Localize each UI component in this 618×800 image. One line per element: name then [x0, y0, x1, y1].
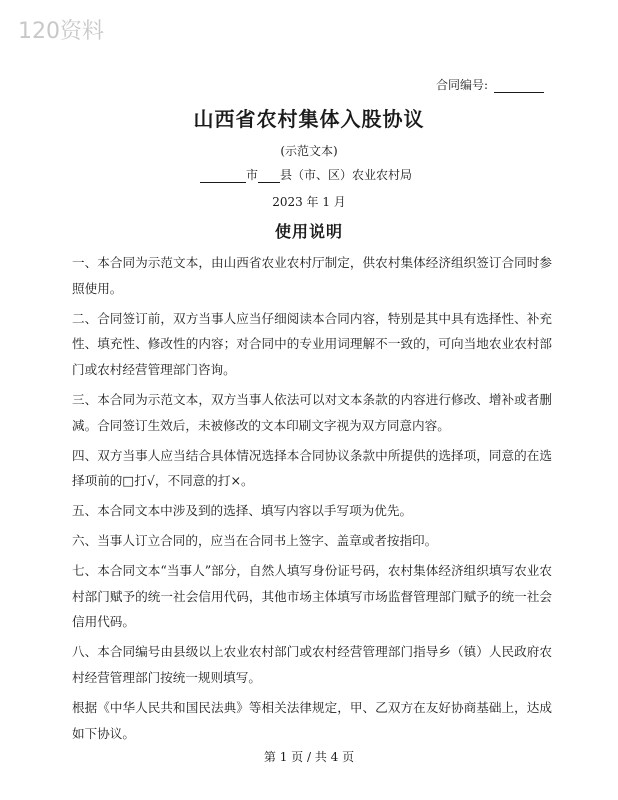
- document-title: 山西省农村集体入股协议: [193, 107, 425, 131]
- paragraph: 一、本合同为示范文本，由山西省农业农村厅制定，供农村集体经济组织签订合同时参照使用。: [72, 255, 552, 296]
- page-footer: 第 1 页 / 共 4 页: [263, 750, 355, 764]
- county-blank: [258, 170, 280, 183]
- paragraph: 八、本合同编号由县级以上农业农村部门或农村经营管理部门指导乡（镇）人民政府农村经营管理部门按统一规则填写。: [72, 644, 552, 685]
- contract-number: [436, 76, 544, 93]
- document-subtitle: (示范文本): [280, 144, 338, 158]
- paragraph: 四、双方当事人应当结合具体情况选择本合同协议条款中所提供的选择项，同意的在选择项前的□打√，不同意的打×。: [72, 447, 552, 489]
- instructions-body: [72, 250, 552, 750]
- paragraph: 六、当事人订立合同的，应当在合同书上签字、盖章或者按指印。: [72, 532, 438, 548]
- contract-number-label: 合同编号:: [436, 78, 489, 92]
- contract-number-blank: [494, 80, 544, 93]
- watermark-logo: 120资料: [18, 19, 104, 44]
- issuer-line: [200, 166, 412, 183]
- paragraph: 二、合同签订前，双方当事人应当仔细阅读本合同内容，特别是其中具有选择性、补充性、填充性、修改性的内容；对合同中的专业用词理解不一致的，可向当地农业农村部门或农村经营管理部门咨询。: [72, 310, 552, 378]
- paragraph: 七、本合同文本“当事人”部分，自然人填写身份证号码，农村集体经济组织填写农业农村部门赋予的统一社会信用代码，其他市场主体填写市场监督管理部门赋予的统一社会信用代码。: [72, 562, 552, 630]
- paragraph: 根据《中华人民共和国民法典》等相关法律规定，甲、乙双方在友好协商基础上，达成如下协议。: [72, 699, 552, 741]
- city-blank: [200, 170, 246, 183]
- document-date: 2023 年 1 月: [272, 195, 346, 209]
- paragraph: 三、本合同为示范文本，双方当事人依法可以对文本条款的内容进行修改、增补或者删减。合同签订生效后，未被修改的文本印刷文字视为双方同意内容。: [72, 391, 552, 433]
- issuer-rest: 县（市、区）农业农村局: [280, 168, 413, 182]
- section-heading: 使用说明: [274, 222, 343, 241]
- city-suffix: 市: [246, 168, 259, 182]
- paragraph: 五、本合同文本中涉及到的选择、填写内容以手写项为优先。: [72, 503, 413, 519]
